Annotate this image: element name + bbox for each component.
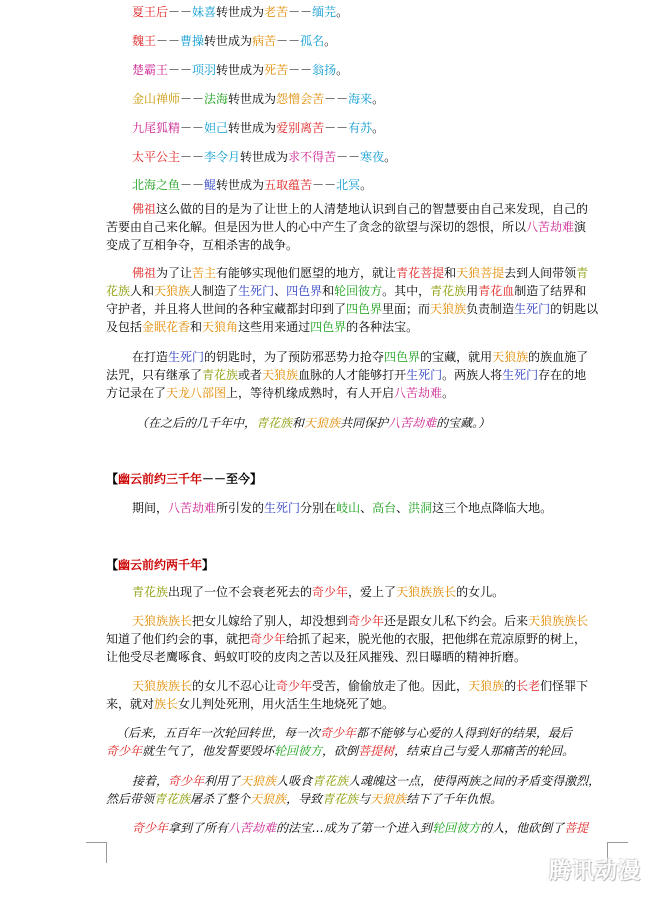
highlighted-term: 佛祖	[132, 266, 157, 280]
highlighted-term: 孤名	[300, 34, 325, 48]
watermark-logo: 腾讯动漫	[548, 859, 641, 884]
text-span: 们怪罪下	[540, 679, 589, 693]
text-span: 让他受尽老鹰啄食、蚂蚁叮咬的皮肉之苦以及狂风摧残、烈日曝晒的精神折磨。	[106, 650, 527, 664]
text-span: 。两族人将	[442, 368, 503, 382]
highlighted-term: 天狼族	[468, 679, 505, 693]
highlighted-term: 天狼族	[154, 284, 191, 298]
highlighted-term: 【	[106, 472, 119, 486]
text-span: －－	[168, 5, 193, 19]
highlighted-term: 洪洞	[408, 501, 433, 515]
text-span: －－	[288, 5, 313, 19]
text-line	[132, 119, 384, 137]
highlighted-term: 曹操	[180, 34, 205, 48]
text-line	[132, 677, 588, 695]
text-span: 。	[442, 386, 455, 400]
highlighted-term: 天狼族族长	[528, 614, 589, 628]
highlighted-term: 法海	[204, 92, 229, 106]
text-span: 的钥匙以	[550, 302, 599, 316]
text-span: －－	[336, 150, 361, 164]
highlighted-term: 幽云前约三千年	[118, 472, 203, 486]
text-span: 结下了千年仇恨。	[406, 792, 503, 806]
highlighted-term: 苦主	[192, 266, 217, 280]
text-span: 受苦，偷偷放走了他。因此，	[312, 679, 469, 693]
text-span: －－	[312, 178, 337, 192]
highlighted-term: 四色界	[384, 350, 421, 364]
text-line	[132, 3, 348, 21]
highlighted-term: 天狼族	[262, 368, 299, 382]
text-line	[106, 318, 418, 336]
highlighted-term: 金山禅师	[132, 92, 181, 106]
text-span: 这三个地点降临大地。	[432, 501, 553, 515]
highlighted-term: 太平公主	[132, 150, 181, 164]
text-span: 的族血施了	[528, 350, 589, 364]
highlighted-term: 青花族	[312, 774, 349, 788]
highlighted-term: 生死门	[238, 284, 275, 298]
highlighted-term: 求不得苦	[288, 150, 337, 164]
highlighted-term: 【	[106, 558, 119, 572]
text-line	[106, 630, 586, 648]
text-span: －－	[168, 63, 193, 77]
text-span: 转世成为	[240, 150, 289, 164]
highlighted-term: 青花菩提	[396, 266, 445, 280]
highlighted-term: 缅芫	[312, 5, 337, 19]
text-span: 拿到了所有	[168, 821, 229, 835]
text-span: 及包括	[106, 320, 143, 334]
highlighted-term: 北冥	[336, 178, 361, 192]
highlighted-term: 轮回彼方	[334, 284, 383, 298]
text-span: 人和	[130, 284, 155, 298]
highlighted-term: 李令月	[204, 150, 241, 164]
text-span: 分别在	[300, 501, 337, 515]
highlighted-term: 老苦	[264, 5, 289, 19]
text-span: 。其中，	[382, 284, 431, 298]
highlighted-term: 生死门	[168, 350, 205, 364]
highlighted-term: 奇少年	[106, 744, 143, 758]
text-span: 这些用来通过	[238, 320, 311, 334]
highlighted-term: 天狼族	[370, 792, 407, 806]
highlighted-term: 金眠花香	[142, 320, 191, 334]
highlighted-term: 翁扬	[312, 63, 337, 77]
text-span: 和	[190, 320, 203, 334]
text-span: 所引发的	[216, 501, 265, 515]
highlighted-term: 天狼族	[250, 792, 287, 806]
highlighted-term: 妹喜	[192, 5, 217, 19]
text-span: 的人，他砍倒了	[480, 821, 565, 835]
highlighted-term: 青花族	[202, 368, 239, 382]
highlighted-term: 八苦劫难	[526, 220, 575, 234]
highlighted-term: 花族	[106, 284, 131, 298]
text-span: 人制造了	[190, 284, 239, 298]
text-span: 。	[336, 63, 349, 77]
page-corner-mark-left	[86, 842, 107, 863]
highlighted-term: 北海之鱼	[132, 178, 181, 192]
highlighted-term: 轮回彼方	[432, 821, 481, 835]
text-span: －－	[288, 63, 313, 77]
text-line	[106, 300, 598, 318]
text-line	[106, 218, 586, 236]
text-span: ，导致	[286, 792, 323, 806]
highlighted-term: 青花族	[322, 792, 359, 806]
text-line	[132, 264, 588, 282]
highlighted-term: 天龙八部图	[166, 386, 227, 400]
text-span: 、	[274, 284, 287, 298]
text-span: 制造了结界和	[514, 284, 587, 298]
highlighted-term: 九尾狐精	[132, 121, 181, 135]
text-span: 苦要由自己来化解。但是因为世人的心中产生了贪念的欲望与深切的怨恨，所以	[106, 220, 527, 234]
highlighted-term: 八苦劫难	[394, 386, 443, 400]
text-line	[116, 724, 572, 742]
text-span: －－	[180, 150, 205, 164]
text-span: 血脉的人才能够打开	[298, 368, 407, 382]
highlighted-term: 青花族	[430, 284, 467, 298]
text-span: 利用了	[204, 774, 241, 788]
text-span: 还是跟女儿私下约会。后来	[384, 614, 529, 628]
highlighted-term: 怨憎会苦	[276, 92, 325, 106]
highlighted-term: 青	[576, 266, 589, 280]
text-span: 都不能够与心爱的人得到好的结果，最后	[356, 726, 573, 740]
highlighted-term: 生死门	[406, 368, 443, 382]
text-span: －－	[156, 34, 181, 48]
text-span: 上，等待机缘成熟时，有人开启	[226, 386, 395, 400]
text-line	[106, 282, 586, 300]
text-span: 来，就对	[106, 697, 155, 711]
text-span: 演	[574, 220, 587, 234]
text-line	[132, 612, 588, 630]
text-line	[132, 772, 600, 790]
highlighted-term: 奇少年	[312, 585, 349, 599]
text-span: 。	[324, 34, 337, 48]
text-span: 用	[466, 284, 479, 298]
text-line	[132, 200, 588, 218]
text-line	[132, 819, 588, 837]
text-span: ，砍倒	[322, 744, 359, 758]
text-line	[132, 61, 348, 79]
text-line	[106, 470, 262, 488]
highlighted-term: 生死门	[502, 368, 539, 382]
text-span: 变成了互相争夺，互相杀害的战争。	[106, 238, 299, 252]
text-span: 的女儿不忍心让	[192, 679, 277, 693]
text-span: 、	[360, 501, 373, 515]
text-span: 的宝藏。）	[436, 416, 491, 430]
highlighted-term: 楚霸王	[132, 63, 169, 77]
text-span: －－	[276, 34, 301, 48]
text-line	[132, 148, 396, 166]
text-span: 转世成为	[216, 178, 265, 192]
text-span: 里面；而	[382, 302, 431, 316]
text-line	[132, 348, 588, 366]
text-line	[106, 648, 526, 666]
text-span: 然后带领	[106, 792, 155, 806]
highlighted-term: 天狼族族长	[396, 585, 457, 599]
text-span: 与	[358, 792, 371, 806]
text-line	[132, 90, 384, 108]
text-span: 。	[384, 150, 397, 164]
text-line	[106, 384, 454, 402]
highlighted-term: 青花族	[256, 416, 293, 430]
highlighted-term: 奇少年	[348, 614, 385, 628]
highlighted-term: 天狼族族长	[132, 614, 193, 628]
text-line	[106, 366, 586, 384]
highlighted-term: 青花族	[132, 585, 169, 599]
highlighted-term: 魏王	[132, 34, 157, 48]
text-span: 去到人间带领	[504, 266, 577, 280]
highlighted-term: 奇少年	[132, 821, 169, 835]
highlighted-term: 青花血	[478, 284, 515, 298]
highlighted-term: 奇少年	[320, 726, 357, 740]
text-span: 。	[372, 92, 385, 106]
highlighted-term: 】	[202, 558, 215, 572]
highlighted-term: －－至今】	[202, 472, 263, 486]
text-span: 给抓了起来，脱光他的衣服，把他绑在荒凉原野的树上，	[286, 632, 587, 646]
text-span: －－	[180, 178, 205, 192]
highlighted-term: 生死门	[514, 302, 551, 316]
text-span: 知道了他们约会的事，就把	[106, 632, 251, 646]
text-line	[106, 742, 574, 760]
text-span: 转世成为	[228, 92, 277, 106]
text-span: 方记录在了	[106, 386, 167, 400]
text-line	[106, 695, 394, 713]
text-span: （后来，五百年一次轮回转世，每一次	[116, 726, 321, 740]
text-span: 接着，	[132, 774, 169, 788]
text-line	[106, 790, 502, 808]
text-span: 把女儿嫁给了别人，却没想到	[192, 614, 349, 628]
text-span: 。	[336, 5, 349, 19]
text-span: 转世成为	[216, 63, 265, 77]
highlighted-term: 寒夜	[360, 150, 385, 164]
text-span: 转世成为	[228, 121, 277, 135]
highlighted-term: 八苦劫难	[168, 501, 217, 515]
text-span: 的各种法宝。	[346, 320, 419, 334]
highlighted-term: 天狼族	[240, 774, 277, 788]
text-span: 或者	[238, 368, 263, 382]
highlighted-term: 死苦	[264, 63, 289, 77]
text-line	[132, 32, 336, 50]
highlighted-term: 四色界	[286, 284, 323, 298]
text-span: －－	[180, 92, 205, 106]
text-span: 有能够实现他们愿望的地方，就让	[216, 266, 397, 280]
highlighted-term: 奇少年	[276, 679, 313, 693]
text-span: 的钥匙时，为了预防邪恶势力抢夺	[204, 350, 385, 364]
highlighted-term: 项羽	[192, 63, 217, 77]
highlighted-term: 青花族	[154, 792, 191, 806]
highlighted-term: 天狼族	[430, 302, 467, 316]
highlighted-term: 高台	[372, 501, 397, 515]
text-span: 。	[360, 178, 373, 192]
highlighted-term: 四色界	[310, 320, 347, 334]
text-line	[132, 583, 504, 601]
text-span: 和	[444, 266, 457, 280]
text-span: －－	[180, 121, 205, 135]
text-line	[136, 414, 490, 432]
highlighted-term: 生死门	[264, 501, 301, 515]
highlighted-term: 菩提	[564, 821, 589, 835]
highlighted-term: 族长	[154, 697, 179, 711]
highlighted-term: 奇少年	[250, 632, 287, 646]
text-span: 为了让	[156, 266, 193, 280]
text-line	[106, 236, 298, 254]
text-span: 存在的地	[538, 368, 587, 382]
highlighted-term: 天狼族	[304, 416, 341, 430]
highlighted-term: 海来	[348, 92, 373, 106]
highlighted-term: 菩提树	[358, 744, 395, 758]
highlighted-term: 轮回彼方	[274, 744, 323, 758]
text-span: 女儿判处死刑，用火活生生地烧死了她。	[178, 697, 395, 711]
text-line	[106, 556, 214, 574]
text-span: 屠杀了整个	[190, 792, 251, 806]
highlighted-term: 天狼族	[492, 350, 529, 364]
text-span: －－	[324, 92, 349, 106]
text-span: 转世成为	[204, 34, 253, 48]
highlighted-term: 天狼角	[202, 320, 239, 334]
text-span: 这么做的目的是为了让世上的人清楚地认识到自己的智慧要由自己来发现，自己的	[156, 202, 589, 216]
highlighted-term: 妲己	[204, 121, 229, 135]
text-span: 共同保护	[340, 416, 389, 430]
text-span: 期间，	[132, 501, 169, 515]
highlighted-term: 天狼菩提	[456, 266, 505, 280]
text-span: 负责制造	[466, 302, 515, 316]
highlighted-term: 奇少年	[168, 774, 205, 788]
text-span: 在打造	[132, 350, 169, 364]
text-span: 转世成为	[216, 5, 265, 19]
highlighted-term: 有苏	[348, 121, 373, 135]
text-span: ，爱上了	[348, 585, 397, 599]
text-line	[132, 499, 552, 517]
text-span: （在之后的几千年中，	[136, 416, 257, 430]
highlighted-term: 八苦劫难	[228, 821, 277, 835]
highlighted-term: 夏王后	[132, 5, 169, 19]
text-span: 。	[372, 121, 385, 135]
text-span: －－	[324, 121, 349, 135]
highlighted-term: 幽云前约两千年	[118, 558, 203, 572]
highlighted-term: 长老	[516, 679, 541, 693]
highlighted-term: 病苦	[252, 34, 277, 48]
text-span: 、	[396, 501, 409, 515]
text-span: 的	[504, 679, 517, 693]
text-span: 人魂魄这一点，使得两族之间的矛盾变得激烈，	[348, 774, 601, 788]
text-span: 和	[292, 416, 305, 430]
text-span: 的法宝…成为了第一个进入到	[276, 821, 433, 835]
highlighted-term: 天狼族族长	[132, 679, 193, 693]
highlighted-term: 佛祖	[132, 202, 157, 216]
highlighted-term: 五取蕴苦	[264, 178, 313, 192]
highlighted-term: 鲲	[204, 178, 217, 192]
text-span: 人吸食	[276, 774, 313, 788]
text-span: 出现了一位不会衰老死去的	[168, 585, 313, 599]
text-span: 和	[322, 284, 335, 298]
highlighted-term: 四色界	[346, 302, 383, 316]
text-span: ，结束自己与爱人那痛苦的轮回。	[394, 744, 575, 758]
highlighted-term: 八苦劫难	[388, 416, 437, 430]
highlighted-term: 岐山	[336, 501, 361, 515]
text-span: 就生气了，他发誓要毁坏	[142, 744, 275, 758]
text-line	[132, 176, 372, 194]
text-span: 的宝藏，就用	[420, 350, 493, 364]
highlighted-term: 爱别离苦	[276, 121, 325, 135]
text-span: 法咒，只有继承了	[106, 368, 203, 382]
text-span: 守护者，并且将人世间的各种宝藏都封印到了	[106, 302, 347, 316]
text-span: 的女儿。	[456, 585, 505, 599]
